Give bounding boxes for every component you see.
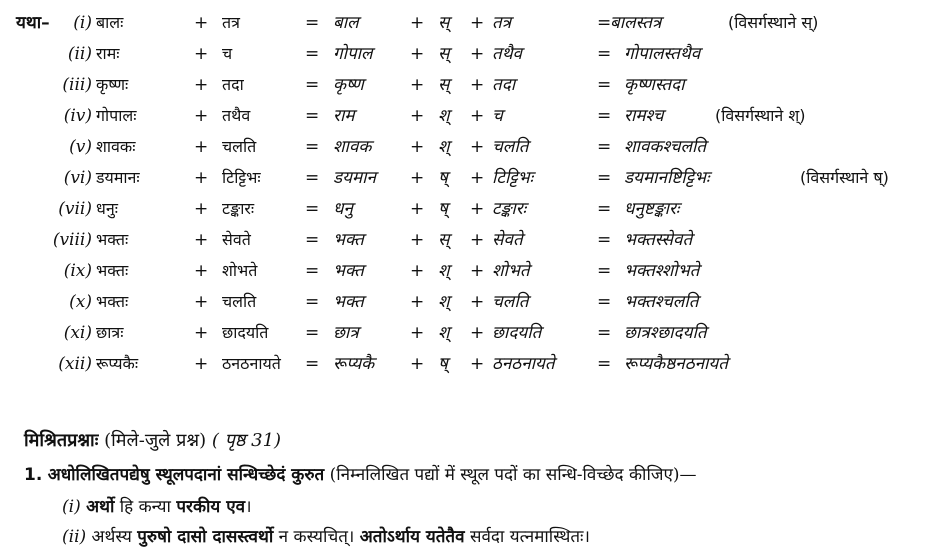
plus-sign: + [470,354,485,374]
plus-sign: + [194,137,209,157]
split-stem: रूप्यकै [333,354,375,374]
intro-label: यथा– [16,13,50,33]
plus-sign: + [410,137,425,157]
row-number: (viii) [52,230,92,250]
sandhi-result: रूप्यकैष्ठनठनायते [624,354,728,374]
plus-sign: + [410,230,425,250]
visarga-replacement: ष् [438,168,448,188]
split-stem: शावक [333,137,372,157]
split-stem: डयमान [333,168,376,188]
equals-sign: = [597,106,612,126]
equals-sign: = [305,261,320,281]
plus-sign: + [410,13,425,33]
word-2: चलति [222,292,257,311]
sub-item-number: (ii) [62,527,87,547]
row-number: (v) [69,137,92,157]
sandhi-row [0,318,944,348]
word-1: बालः [96,13,124,32]
split-word-2: सेवते [492,230,523,250]
sandhi-result: छात्रश्छादयति [624,323,707,343]
plus-sign: + [410,354,425,374]
plus-sign: + [194,168,209,188]
word-1: कृष्णः [96,75,129,94]
sandhi-row [0,39,944,69]
sandhi-result: गोपालस्तथैव [624,44,701,64]
plus-sign: + [410,292,425,312]
plus-sign: + [410,168,425,188]
word-2: तदा [222,75,244,94]
plus-sign: + [470,13,485,33]
visarga-replacement: स् [438,13,450,33]
question-1-number: 1. [24,465,43,485]
plus-sign: + [194,13,209,33]
section-heading-title: मिश्रितप्रश्नाः [24,430,99,451]
word-2: टङ्कारः [222,199,255,218]
row-number: (x) [69,292,92,312]
row-number: (iv) [63,106,92,126]
split-stem: भक्त [333,292,364,312]
visarga-replacement: ष् [438,199,448,219]
visarga-replacement: स् [438,75,450,95]
sub-item-text: न कस्यचित्। [273,527,360,547]
equals-sign: = [597,44,612,64]
row-number: (vi) [63,168,92,188]
plus-sign: + [194,75,209,95]
visarga-replacement: श् [438,323,450,343]
visarga-replacement: श् [438,261,450,281]
word-1: भक्तः [96,261,129,280]
plus-sign: + [410,199,425,219]
word-2: शोभते [222,261,258,280]
row-number: (xi) [63,323,92,343]
sandhi-row [0,194,944,224]
plus-sign: + [470,137,485,157]
split-stem: कृष्ण [333,75,364,95]
section-heading [24,428,281,452]
sandhi-result: बालस्तत्र [610,13,662,33]
sandhi-row [0,256,944,286]
equals-sign: = [597,230,612,250]
visarga-replacement: स् [438,230,450,250]
equals-sign: = [305,137,320,157]
word-2: सेवते [222,230,251,249]
equals-sign: = [597,13,612,33]
plus-sign: + [194,230,209,250]
sandhi-row [0,70,944,100]
plus-sign: + [470,168,485,188]
question-1-instruction: अधोलिखितपद्येषु स्थूलपदानां सन्धिच्छेदं कुरुत [47,465,325,485]
row-number: (vii) [58,199,92,219]
page-reference: ( पृष्ठ 31) [211,430,282,451]
sandhi-row [0,163,944,193]
equals-sign: = [597,168,612,188]
split-word-2: शोभते [492,261,530,281]
section-heading-paren: (मिले-जुले प्रश्न) [104,430,207,451]
word-1: छात्रः [96,323,124,342]
plus-sign: + [194,292,209,312]
split-stem: धनु [333,199,353,219]
equals-sign: = [305,323,320,343]
question-1-translation: (निम्नलिखित पद्यों में स्थूल पदों का सन्धि-विच्छेद कीजिए)— [329,465,697,485]
sandhi-row [0,101,944,131]
plus-sign: + [410,106,425,126]
question-1 [24,462,697,485]
split-word-2: तत्र [492,13,512,33]
word-2: तत्र [222,13,240,32]
plus-sign: + [470,106,485,126]
split-stem: भक्त [333,230,364,250]
plus-sign: + [410,75,425,95]
row-note: (विसर्गस्थाने ष्) [800,168,889,187]
equals-sign: = [305,292,320,312]
split-stem: बाल [333,13,359,33]
word-1: गोपालः [96,106,137,125]
word-1: रूप्यकैः [96,354,139,373]
word-2: च [222,44,233,63]
visarga-replacement: ष् [438,354,448,374]
sandhi-result: भक्तश्चलति [624,292,699,312]
plus-sign: + [470,323,485,343]
sandhi-result: शावकश्चलति [624,137,707,157]
split-word-2: च [492,106,503,126]
equals-sign: = [305,354,320,374]
word-2: तथैव [222,106,251,125]
equals-sign: = [597,292,612,312]
row-note: (विसर्गस्थाने श्) [715,106,806,125]
plus-sign: + [470,199,485,219]
sub-item-text: सर्वदा यत्नमास्थितः। [464,527,590,547]
split-word-2: ठनठनायते [492,354,555,374]
sandhi-result: भक्तश्शोभते [624,261,700,281]
equals-sign: = [305,44,320,64]
sub-item-2 [62,524,590,547]
plus-sign: + [194,44,209,64]
word-2: ठनठनायते [222,354,281,373]
sub-item-text: अर्थस्य [91,527,138,547]
visarga-replacement: श् [438,106,450,126]
equals-sign: = [597,75,612,95]
sub-item-text: हि कन्या [114,497,177,517]
word-2: टिट्टिभः [222,168,261,187]
sandhi-result: भक्तस्सेवते [624,230,693,250]
plus-sign: + [194,354,209,374]
equals-sign: = [305,168,320,188]
sub-item-number: (i) [62,497,81,517]
split-word-2: छादयति [492,323,542,343]
sandhi-result: धनुष्टङ्कारः [624,199,680,219]
word-1: भक्तः [96,230,129,249]
split-word-2: तथैव [492,44,523,64]
word-1: शावकः [96,137,136,156]
word-2: चलति [222,137,257,156]
sandhi-result: डयमानष्टिट्टिभः [624,168,710,188]
equals-sign: = [597,137,612,157]
word-2: छादयति [222,323,269,342]
split-stem: भक्त [333,261,364,281]
sandhi-row [0,349,944,379]
sub-item-text: अर्थो [86,497,115,517]
plus-sign: + [194,323,209,343]
plus-sign: + [470,230,485,250]
split-stem: राम [333,106,355,126]
equals-sign: = [305,13,320,33]
equals-sign: = [305,75,320,95]
sub-item-text: पुरुषो दासो दासस्त्वर्थो [137,527,274,547]
equals-sign: = [597,354,612,374]
row-number: (i) [73,13,92,33]
split-stem: गोपाल [333,44,373,64]
split-word-2: चलति [492,137,529,157]
row-number: (iii) [62,75,92,95]
row-number: (ix) [63,261,92,281]
visarga-replacement: श् [438,137,450,157]
equals-sign: = [305,199,320,219]
plus-sign: + [194,199,209,219]
row-number: (xii) [58,354,92,374]
plus-sign: + [470,261,485,281]
sub-item-1 [62,494,252,517]
plus-sign: + [194,106,209,126]
split-word-2: टङ्कारः [492,199,527,219]
word-1: रामः [96,44,120,63]
equals-sign: = [597,199,612,219]
sub-item-text: । [245,497,252,517]
word-1: डयमानः [96,168,140,187]
sandhi-row [0,132,944,162]
plus-sign: + [470,75,485,95]
word-1: भक्तः [96,292,129,311]
word-1: धनुः [96,199,118,218]
split-word-2: टिट्टिभः [492,168,534,188]
plus-sign: + [410,261,425,281]
sub-item-text: परकीय एव [176,497,246,517]
split-word-2: तदा [492,75,516,95]
plus-sign: + [470,292,485,312]
plus-sign: + [410,44,425,64]
plus-sign: + [194,261,209,281]
visarga-replacement: श् [438,292,450,312]
equals-sign: = [597,323,612,343]
equals-sign: = [305,106,320,126]
sandhi-result: रामश्च [624,106,664,126]
equals-sign: = [305,230,320,250]
visarga-replacement: स् [438,44,450,64]
plus-sign: + [470,44,485,64]
row-number: (ii) [67,44,92,64]
sandhi-row [0,287,944,317]
sandhi-result: कृष्णस्तदा [624,75,685,95]
sandhi-row [0,8,944,38]
split-stem: छात्र [333,323,359,343]
split-word-2: चलति [492,292,529,312]
equals-sign: = [597,261,612,281]
sandhi-row [0,225,944,255]
row-note: (विसर्गस्थाने स्) [728,13,819,32]
plus-sign: + [410,323,425,343]
sub-item-text: अतोऽर्थाय यतेतैव [359,527,465,547]
